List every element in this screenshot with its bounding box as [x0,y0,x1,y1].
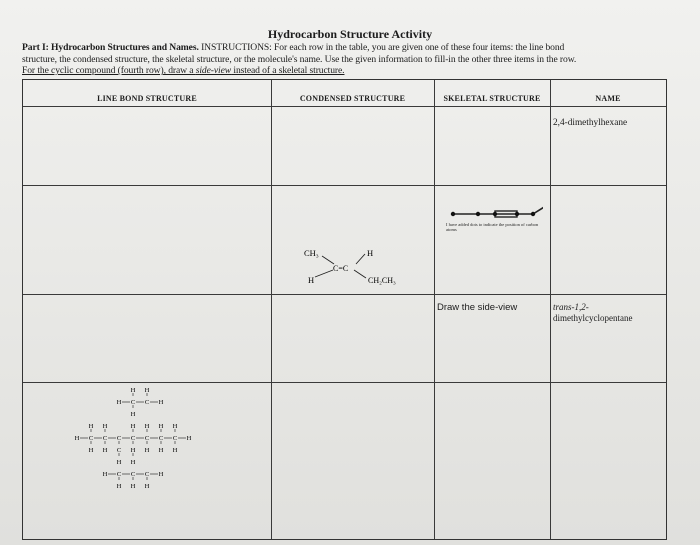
part-heading: Part I: Hydrocarbon Structures and Names. [22,42,199,53]
structure-table [22,79,667,540]
row3-condensed-structure [278,246,428,292]
hydrogen-atom: H [130,447,136,454]
hydrogen-atom: H [74,435,80,442]
hydrogen-atom: H [116,399,122,406]
table-divider [23,382,666,383]
row4-name-line2: dimethylcyclopentane [553,313,633,323]
column-header-condensed: CONDENSED STRUCTURE [299,94,406,103]
row1-name: 2,4-dimethylhexane [553,118,628,128]
row5-line-bond-structure [59,384,259,502]
hydrogen-atom: H [88,423,94,430]
carbon-atom: C [102,435,108,442]
hydrogen-atom: H [102,423,108,430]
carbon-dot [476,212,480,216]
carbon-atom: C [116,447,122,454]
hydrogen-atom: H [130,459,136,466]
instructions-line3b: instead of a skeletal structure. [231,65,345,76]
column-header-name: NAME [595,94,621,103]
bond-line [356,254,365,264]
hydrogen-atom: H [186,435,192,442]
hydrogen-atom: H [116,459,122,466]
row2-skeletal-note: I have added dots to indicate the position of carbon atoms [446,222,539,232]
hydrogen-atom: H [172,423,178,430]
instructions-line3a: For the cyclic compound (fourth row), draw a [22,65,196,76]
cc-double-label: C=C [333,264,349,273]
hydrogen-atom: H [158,399,164,406]
carbon-atom: C [116,435,122,442]
carbon-atom: C [130,435,136,442]
ch2ch3-label: CH₂CH₃ [368,276,396,285]
carbon-atom: C [158,435,164,442]
carbon-atom: C [144,471,150,478]
hydrogen-atom: H [144,483,150,490]
hydrogen-atom: H [130,411,136,418]
table-divider [271,80,272,539]
carbon-atom: C [144,399,150,406]
h-top-label: H [367,248,374,258]
carbon-atom: C [116,471,122,478]
hydrogen-atom: H [88,447,94,454]
carbon-atom: C [172,435,178,442]
h-left-label: H [308,275,315,285]
row4-skeletal-instruction: Draw the side-view [437,302,518,313]
instructions-line2: structure, the condensed structure, the skeletal structure, or the molecule's name. Use the given information to fill-in the other three items in the row. [22,53,577,65]
hydrogen-atom: H [102,471,108,478]
table-divider [434,80,435,539]
carbon-atom: C [130,399,136,406]
hydrogen-atom: H [144,387,150,394]
carbon-dot [531,212,535,216]
bond-line [315,270,333,277]
hydrogen-atom: H [116,483,122,490]
table-divider [23,185,666,186]
table-divider [23,106,666,107]
row4-name-line1: trans-1,2- [553,302,589,312]
page-title: Hydrocarbon Structure Activity [267,27,433,41]
carbon-atom: C [144,435,150,442]
row2-skeletal-structure [443,200,543,240]
instructions [22,42,672,77]
bond-line [322,256,334,264]
hydrogen-atom: H [130,387,136,394]
instructions-side-view: side-view [195,65,232,76]
carbon-atom: C [88,435,94,442]
instructions-line1: INSTRUCTIONS: For each row in the table, you are given one of these four items: the line bond [198,42,565,53]
carbon-dot [451,212,455,216]
hydrogen-atom: H [158,471,164,478]
hydrogen-atom: H [130,423,136,430]
hydrogen-atom: H [172,447,178,454]
carbon-atom: C [130,471,136,478]
carbon-dot [493,212,497,216]
ch3-label: CH₃ [304,248,319,258]
hydrogen-atom: H [102,447,108,454]
hydrogen-atom: H [144,423,150,430]
carbon-dot [515,212,519,216]
hydrogen-atom: H [130,483,136,490]
column-header-skeletal: SKELETAL STRUCTURE [443,94,541,103]
table-divider [550,80,551,539]
row4-name [553,302,632,324]
table-divider [23,294,666,295]
hydrogen-atom: H [158,423,164,430]
hydrogen-atom: H [158,447,164,454]
bond-line [354,270,366,278]
column-header-line-bond: LINE BOND STRUCTURE [97,94,197,103]
hydrogen-atom: H [144,447,150,454]
